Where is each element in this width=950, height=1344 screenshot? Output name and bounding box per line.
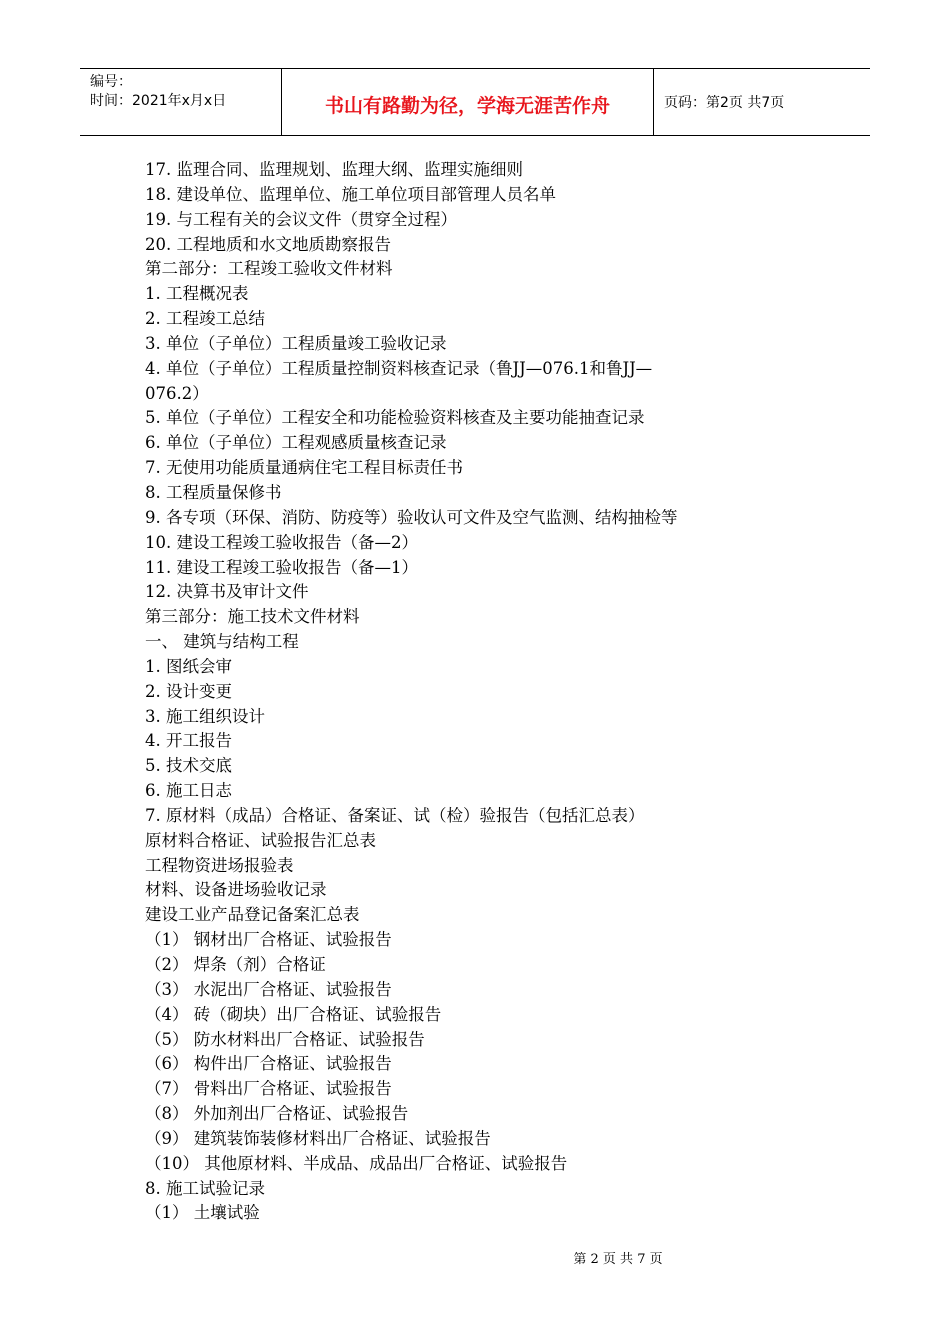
page-header bbox=[80, 68, 870, 136]
text-line: 5. 技术交底 bbox=[145, 756, 232, 776]
text-line: （7） 骨料出厂合格证、试验报告 bbox=[145, 1079, 392, 1099]
text-line: 17. 监理合同、监理规划、监理大纲、监理实施细则 bbox=[145, 160, 523, 179]
text-line: 材料、设备进场验收记录 bbox=[145, 880, 327, 900]
text-line: 11. 建设工程竣工验收报告（备—1） bbox=[145, 557, 418, 577]
text-line: 建设工业产品登记备案汇总表 bbox=[145, 905, 360, 925]
text-line: 第二部分：工程竣工验收文件材料 bbox=[145, 259, 393, 279]
header-page-info: 页码：第2页 共7页 bbox=[664, 95, 785, 111]
text-line: 3. 单位（子单位）工程质量竣工验收记录 bbox=[145, 333, 447, 353]
text-line: 7. 原材料（成品）合格证、备案证、试（检）验报告（包括汇总表） bbox=[145, 805, 645, 825]
text-line: 一、 建筑与结构工程 bbox=[145, 632, 299, 652]
text-line: 工程物资进场报验表 bbox=[145, 855, 294, 875]
text-line: （6） 构件出厂合格证、试验报告 bbox=[145, 1054, 392, 1074]
text-line: 7. 无使用功能质量通病住宅工程目标责任书 bbox=[145, 458, 463, 478]
text-line: 5. 单位（子单位）工程安全和功能检验资料核查及主要功能抽查记录 bbox=[145, 408, 645, 428]
text-line: （9） 建筑装饰装修材料出厂合格证、试验报告 bbox=[145, 1128, 491, 1148]
text-line: （4） 砖（砌块）出厂合格证、试验报告 bbox=[145, 1004, 442, 1024]
text-line: （2） 焊条（剂）合格证 bbox=[145, 955, 326, 974]
text-line: 3. 施工组织设计 bbox=[145, 706, 265, 726]
number-label: 编号： bbox=[90, 74, 132, 90]
document-body bbox=[145, 158, 785, 1226]
text-line: 第三部分：施工技术文件材料 bbox=[145, 607, 360, 627]
text-line: 19. 与工程有关的会议文件（贯穿全过程） bbox=[145, 209, 457, 229]
text-line: 8. 工程质量保修书 bbox=[145, 482, 282, 502]
text-line: 20. 工程地质和水文地质勘察报告 bbox=[145, 234, 391, 254]
text-line: 8. 施工试验记录 bbox=[145, 1178, 265, 1198]
text-line: 10. 建设工程竣工验收报告（备—2） bbox=[145, 532, 418, 552]
text-line: （8） 外加剂出厂合格证、试验报告 bbox=[145, 1104, 409, 1124]
text-line: 2. 工程竣工总结 bbox=[145, 309, 265, 329]
text-line: （1） 土壤试验 bbox=[145, 1203, 260, 1223]
text-line: 076.2） bbox=[145, 383, 209, 403]
header-meta bbox=[80, 69, 282, 135]
header-motto: 书山有路勤为径，学海无涯苦作舟 bbox=[282, 69, 654, 135]
text-line: （1） 钢材出厂合格证、试验报告 bbox=[145, 930, 392, 950]
text-line: 1. 工程概况表 bbox=[145, 284, 249, 304]
text-line: 6. 单位（子单位）工程观感质量核查记录 bbox=[145, 433, 447, 453]
text-line: 4. 单位（子单位）工程质量控制资料核查记录（鲁JJ—076.1和鲁JJ— bbox=[145, 358, 653, 378]
text-line: （3） 水泥出厂合格证、试验报告 bbox=[145, 979, 392, 999]
text-line: 4. 开工报告 bbox=[145, 731, 232, 751]
page-footer: 第 2 页 共 7 页 bbox=[573, 1252, 663, 1267]
text-line: 2. 设计变更 bbox=[145, 681, 232, 701]
text-line: 18. 建设单位、监理单位、施工单位项目部管理人员名单 bbox=[145, 184, 556, 204]
text-line: 12. 决算书及审计文件 bbox=[145, 582, 309, 602]
text-line: （10） 其他原材料、半成品、成品出厂合格证、试验报告 bbox=[145, 1153, 568, 1173]
text-line: 6. 施工日志 bbox=[145, 781, 232, 801]
time-label: 时间：2021年x月x日 bbox=[90, 93, 227, 109]
text-line: 原材料合格证、试验报告汇总表 bbox=[145, 830, 376, 850]
text-line: （5） 防水材料出厂合格证、试验报告 bbox=[145, 1029, 425, 1049]
text-line: 9. 各专项（环保、消防、防疫等）验收认可文件及空气监测、结构抽检等 bbox=[145, 507, 678, 527]
text-line: 1. 图纸会审 bbox=[145, 656, 232, 676]
